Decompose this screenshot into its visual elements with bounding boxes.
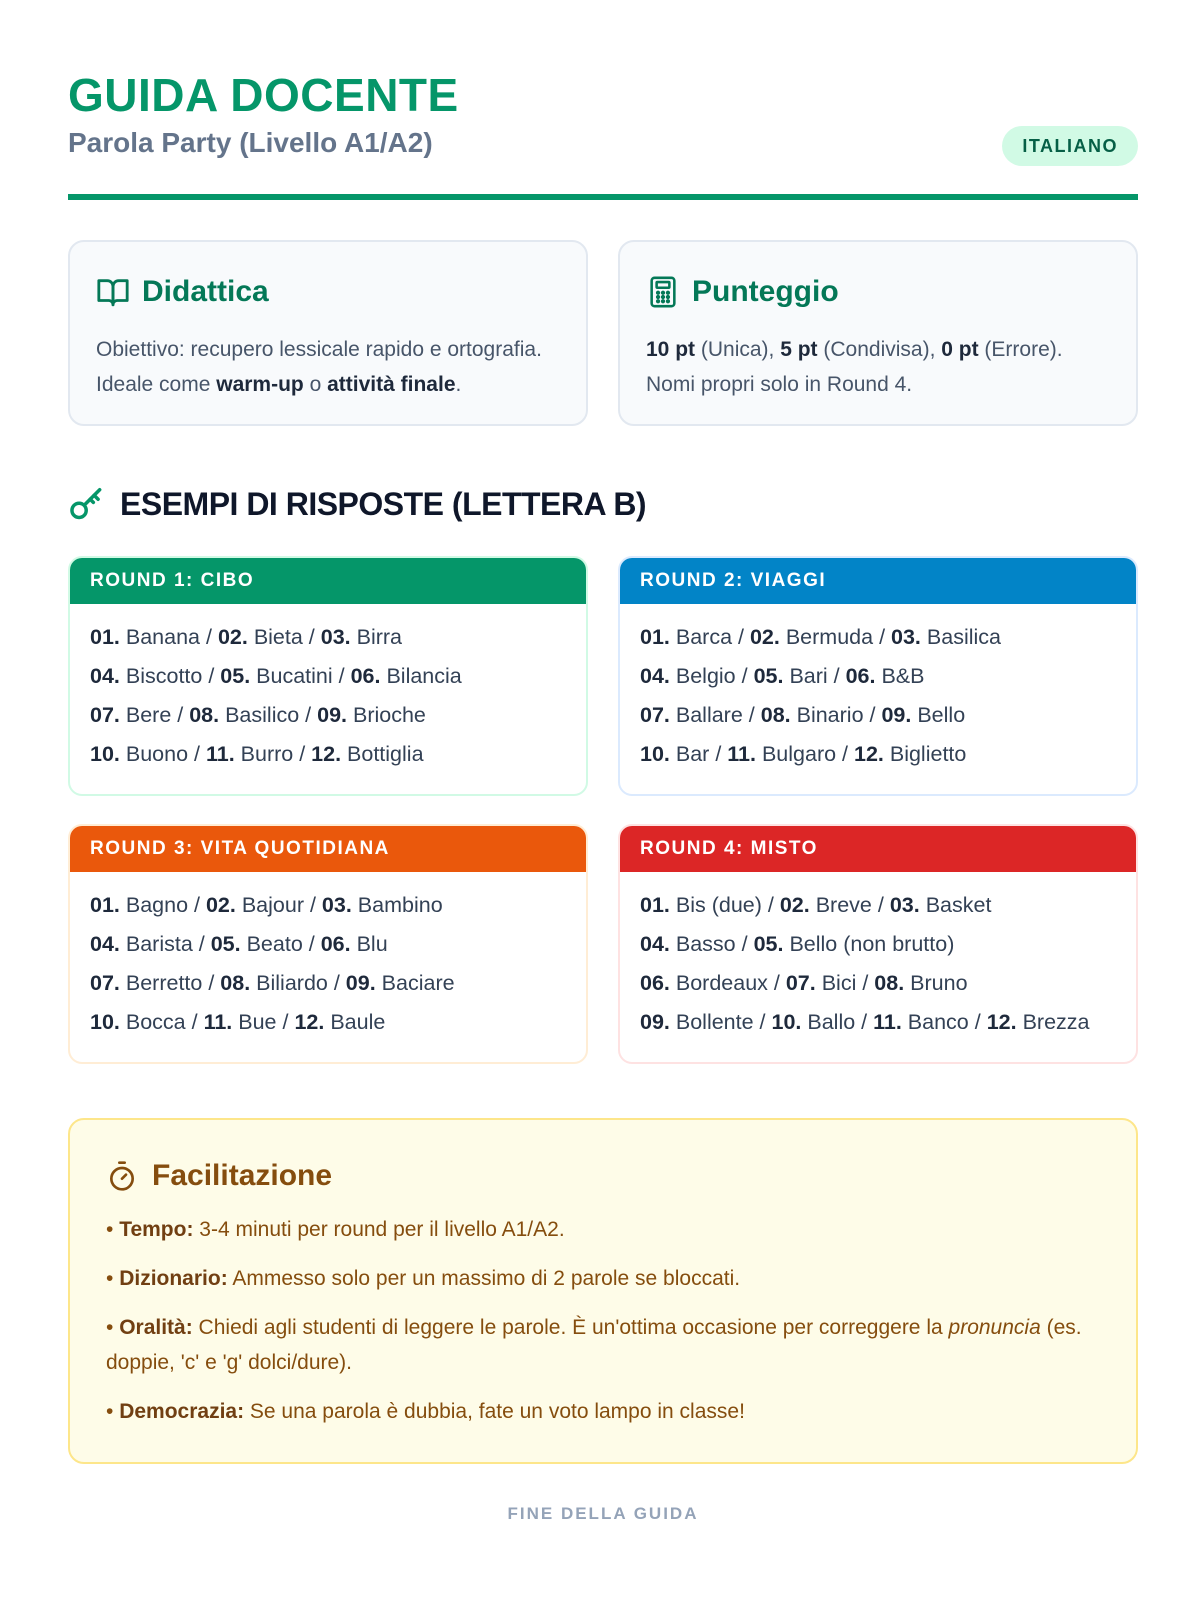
word-answer: Blu	[356, 932, 388, 956]
round-word-line: 01. Banana / 02. Bieta / 03. Birra	[90, 625, 403, 649]
round-title: ROUND 2: VIAGGI	[620, 558, 1136, 604]
word-number: 07.	[90, 703, 120, 727]
didattica-card	[68, 240, 588, 426]
word-number: 03.	[891, 625, 921, 649]
word-answer: Buono	[125, 742, 189, 766]
word-number: 04.	[640, 664, 670, 688]
facilitation-title: Facilitazione	[152, 1159, 333, 1192]
word-number: 01.	[90, 893, 120, 917]
round-word-line: 04. Barista / 05. Beato / 06. Blu	[90, 932, 388, 956]
word-answer: Barista	[125, 932, 193, 956]
word-answer: Bar	[675, 742, 710, 766]
word-number: 11.	[205, 742, 235, 766]
round-card-1	[68, 556, 588, 796]
punteggio-card	[618, 240, 1138, 426]
word-answer: Bere	[125, 703, 172, 727]
word-number: 02.	[205, 893, 236, 917]
word-number: 01.	[90, 625, 120, 649]
word-number: 10.	[771, 1010, 802, 1034]
word-number: 12.	[311, 742, 342, 766]
didattica-card-header	[96, 272, 560, 312]
word-answer: Baule	[330, 1010, 386, 1034]
word-answer: Bue	[238, 1010, 277, 1034]
punteggio-title: Punteggio	[692, 275, 839, 308]
word-answer: Bello	[917, 703, 966, 727]
round-card-2	[618, 556, 1138, 796]
round-word-line: 01. Barca / 02. Bermuda / 03. Basilica	[640, 625, 1001, 649]
didattica-line-2: Ideale come warm-up o attività finale.	[96, 373, 462, 396]
pronuncia-emphasis: pronuncia	[948, 1316, 1041, 1339]
word-answer: Bambino	[357, 893, 443, 917]
word-number: 08.	[220, 971, 251, 995]
word-number: 04.	[90, 932, 120, 956]
word-answer: Bulgaro	[761, 742, 837, 766]
round-word-line: 07. Bere / 08. Basilico / 09. Brioche	[90, 703, 426, 727]
examples-section-header	[68, 482, 646, 526]
word-number: 06.	[320, 932, 351, 956]
word-number: 05.	[220, 664, 251, 688]
tip-item: • Tempo: 3-4 minuti per round per il livello A1/A2.	[106, 1218, 565, 1241]
word-number: 07.	[640, 703, 670, 727]
calculator-icon	[646, 275, 680, 309]
round-word-line: 04. Belgio / 05. Bari / 06. B&B	[640, 664, 925, 688]
word-answer: Bari	[789, 664, 828, 688]
round-word-line: 09. Bollente / 10. Ballo / 11. Banco / 12. Brezza	[640, 1010, 1090, 1034]
word-number: 09.	[345, 971, 376, 995]
word-number: 09.	[317, 703, 347, 727]
word-number: 11.	[727, 742, 756, 766]
word-answer: Barca	[675, 625, 733, 649]
word-answer: Biglietto	[889, 742, 967, 766]
word-answer: Banco	[907, 1010, 969, 1034]
round-word-line: 07. Ballare / 08. Binario / 09. Bello	[640, 703, 966, 727]
tip-item: • Dizionario: Ammesso solo per un massimo di 2 parole se bloccati.	[106, 1267, 741, 1290]
word-number: 01.	[640, 893, 670, 917]
tip-item: • Oralità: Chiedi agli studenti di leggere le parole. È un'ottima occasione per correggere la pronuncia (es. doppie, 'c' e 'g' dolci/dure).	[106, 1316, 1082, 1374]
word-number: 11.	[873, 1010, 902, 1034]
round-word-line: 10. Buono / 11. Burro / 12. Bottiglia	[90, 742, 424, 766]
round-title: ROUND 3: VITA QUOTIDIANA	[70, 826, 586, 872]
word-answer: Biscotto	[125, 664, 203, 688]
punteggio-card-header	[646, 272, 1110, 312]
word-number: 12.	[853, 742, 884, 766]
facilitation-box	[68, 1118, 1138, 1464]
word-number: 02.	[749, 625, 780, 649]
word-answer: Ballare	[675, 703, 743, 727]
word-answer: Bis (due)	[675, 893, 762, 917]
word-answer: Basilica	[926, 625, 1001, 649]
round-card-3	[68, 824, 588, 1064]
word-number: 01.	[640, 625, 670, 649]
word-number: 03.	[889, 893, 920, 917]
round-word-list	[70, 872, 586, 1042]
word-number: 03.	[321, 893, 352, 917]
word-number: 02.	[217, 625, 248, 649]
word-number: 09.	[640, 1010, 670, 1034]
round-word-line: 04. Basso / 05. Bello (non brutto)	[640, 932, 955, 956]
word-number: 12.	[294, 1010, 325, 1034]
word-number: 12.	[986, 1010, 1017, 1034]
word-answer: Bello (non brutto)	[789, 932, 955, 956]
word-answer: Bilancia	[386, 664, 462, 688]
word-answer: Bocca	[125, 1010, 186, 1034]
word-number: 07.	[785, 971, 816, 995]
word-answer: Bottiglia	[347, 742, 424, 766]
key-icon	[68, 485, 106, 523]
teacher-guide-page	[68, 0, 1138, 1523]
round-word-list	[620, 604, 1136, 774]
word-answer: Berretto	[125, 971, 203, 995]
round-word-line: 01. Bagno / 02. Bajour / 03. Bambino	[90, 893, 443, 917]
word-number: 06.	[845, 664, 876, 688]
word-answer: Bucatini	[256, 664, 333, 688]
word-answer: Beato	[246, 932, 303, 956]
word-answer: Birra	[356, 625, 403, 649]
round-word-list	[620, 872, 1136, 1042]
punteggio-text	[646, 332, 1110, 402]
word-answer: Ballo	[807, 1010, 856, 1034]
stopwatch-icon	[106, 1160, 138, 1192]
word-number: 10.	[640, 742, 670, 766]
attivita-finale-emphasis: attività finale	[327, 373, 456, 396]
word-number: 08.	[874, 971, 905, 995]
word-number: 07.	[90, 971, 120, 995]
word-number: 04.	[640, 932, 670, 956]
round-title: ROUND 4: MISTO	[620, 826, 1136, 872]
word-answer: Binario	[796, 703, 864, 727]
page-subtitle: Parola Party (Livello A1/A2)	[68, 127, 433, 158]
round-word-line: 06. Bordeaux / 07. Bici / 08. Bruno	[640, 971, 968, 995]
word-number: 10.	[90, 742, 120, 766]
round-word-list	[70, 604, 586, 774]
warm-up-emphasis: warm-up	[216, 373, 304, 396]
punteggio-line-1: 10 pt (Unica), 5 pt (Condivisa), 0 pt (Errore).	[646, 338, 1063, 361]
guide-header	[68, 0, 1138, 200]
word-number: 06.	[350, 664, 381, 688]
word-answer: Belgio	[675, 664, 736, 688]
round-word-line: 10. Bar / 11. Bulgaro / 12. Biglietto	[640, 742, 967, 766]
word-number: 09.	[881, 703, 912, 727]
word-answer: Bieta	[253, 625, 303, 649]
round-card-4	[618, 824, 1138, 1064]
info-cards	[68, 240, 1138, 426]
round-word-line: 04. Biscotto / 05. Bucatini / 06. Bilancia	[90, 664, 462, 688]
word-answer: Bordeaux	[675, 971, 768, 995]
word-answer: Bermuda	[785, 625, 874, 649]
word-answer: Bajour	[241, 893, 304, 917]
word-number: 05.	[753, 932, 784, 956]
word-number: 05.	[210, 932, 241, 956]
book-open-icon	[96, 275, 130, 309]
word-answer: Brioche	[352, 703, 426, 727]
word-answer: Bici	[821, 971, 857, 995]
word-number: 08.	[189, 703, 220, 727]
language-badge: ITALIANO	[1002, 126, 1138, 166]
word-number: 08.	[760, 703, 791, 727]
word-answer: Breve	[815, 893, 872, 917]
word-number: 05.	[753, 664, 784, 688]
didattica-text	[96, 332, 560, 402]
word-answer: Biliardo	[256, 971, 328, 995]
word-number: 10.	[90, 1010, 120, 1034]
page-title: GUIDA DOCENTE	[68, 69, 459, 121]
word-number: 03.	[320, 625, 351, 649]
round-word-line: 07. Berretto / 08. Biliardo / 09. Baciare	[90, 971, 455, 995]
word-answer: Bruno	[910, 971, 968, 995]
word-answer: Basket	[925, 893, 992, 917]
word-number: 06.	[640, 971, 670, 995]
word-number: 04.	[90, 664, 120, 688]
word-answer: Burro	[240, 742, 294, 766]
word-number: 11.	[203, 1010, 233, 1034]
round-word-line: 10. Bocca / 11. Bue / 12. Baule	[90, 1010, 386, 1034]
word-answer: Baciare	[381, 971, 455, 995]
footer-text: FINE DELLA GUIDA	[507, 1504, 699, 1523]
word-answer: Basso	[675, 932, 736, 956]
word-answer: Bagno	[125, 893, 189, 917]
word-answer: Bollente	[675, 1010, 754, 1034]
didattica-line-1: Obiettivo: recupero lessicale rapido e ortografia.	[96, 338, 542, 361]
tip-item: • Democrazia: Se una parola è dubbia, fate un voto lampo in classe!	[106, 1400, 745, 1423]
round-title: ROUND 1: CIBO	[70, 558, 586, 604]
facilitation-header	[106, 1154, 1100, 1198]
punteggio-line-2: Nomi propri solo in Round 4.	[646, 373, 913, 396]
word-number: 02.	[779, 893, 810, 917]
round-word-line: 01. Bis (due) / 02. Breve / 03. Basket	[640, 893, 992, 917]
word-answer: Basilico	[225, 703, 300, 727]
examples-section-title: ESEMPI DI RISPOSTE (LETTERA B)	[120, 485, 647, 522]
word-answer: Banana	[125, 625, 201, 649]
word-answer: B&B	[881, 664, 925, 688]
word-answer: Brezza	[1022, 1010, 1090, 1034]
didattica-title: Didattica	[142, 275, 269, 308]
